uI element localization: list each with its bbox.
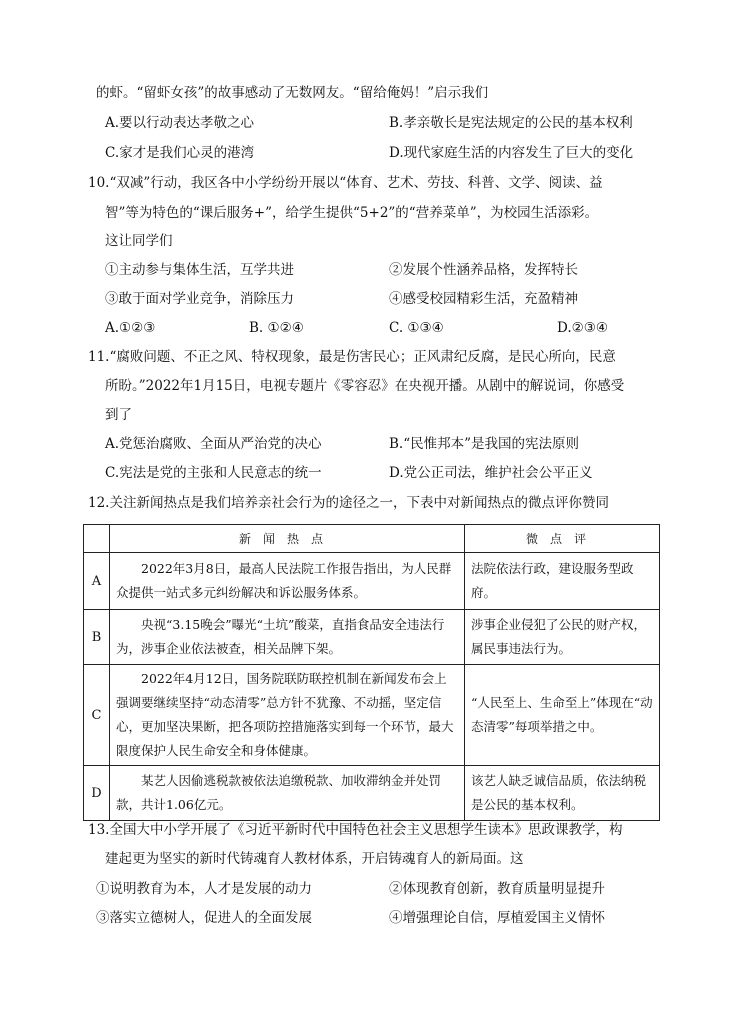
q10-item-1: ①主动参与集体生活，互学共进 <box>105 262 294 278</box>
q11-stem-line1: 11.“腐败问题、不正之风、特权现象，最是伤害民心；正风肃纪反腐，是民心所向，民意 <box>88 349 616 365</box>
q13-stem-line2: 建起更为坚实的新时代铸魂育人教材体系，开启铸魂育人的新局面。这 <box>105 851 524 867</box>
q13-item-4: ④增强理论自信，厚植爱国主义情怀 <box>389 910 605 926</box>
q11-option-c[interactable]: C.宪法是党的主张和人民意志的统一 <box>105 465 322 481</box>
q13-stem-line1: 13.全国大中小学开展了《习近平新时代中国特色社会主义思想学生读本》思政课教学，构 <box>88 822 623 838</box>
q13-item-1: ①说明教育为本，人才是发展的动力 <box>96 881 312 897</box>
q9-stem-continuation: 的虾。“留虾女孩”的故事感动了无数网友。“留给俺妈！”启示我们 <box>96 85 489 101</box>
row-news: 某艺人因偷逃税款被依法追缴税款、加收滞纳金并处罚款，共计1.06亿元。 <box>110 766 465 821</box>
q11-option-b[interactable]: B.“民惟邦本”是我国的宪法原则 <box>389 436 580 452</box>
q10-stem-line1: 10.“双减”行动，我区各中小学纷纷开展以“体育、艺术、劳技、科普、文学、阅读、益 <box>88 175 603 191</box>
q11-stem-line3: 到了 <box>105 407 132 423</box>
q10-item-2: ②发展个性涵养品格，发挥特长 <box>389 262 578 278</box>
q10-item-4: ④感受校园精彩生活，充盈精神 <box>389 291 578 307</box>
q13-item-2: ②体现教育创新，教育质量明显提升 <box>389 881 605 897</box>
table-row[interactable] <box>84 610 660 665</box>
q9-option-d[interactable]: D.现代家庭生活的内容发生了巨大的变化 <box>389 145 634 161</box>
table-row[interactable] <box>84 766 660 821</box>
news-comment-table <box>83 524 660 821</box>
q10-stem-line2: 智”等为特色的“课后服务+”，给学生提供“5+2”的“营养菜单”，为校园生活添彩。 <box>105 205 599 221</box>
q9-option-b[interactable]: B.孝亲敬长是宪法规定的公民的基本权利 <box>389 115 633 131</box>
table-row[interactable] <box>84 665 660 766</box>
table-header-news: 新闻热点 <box>110 525 465 553</box>
q10-option-b[interactable]: B. ①②④ <box>249 320 304 336</box>
row-label: A <box>84 553 110 610</box>
row-comment: 涉事企业侵犯了公民的财产权，属民事违法行为。 <box>465 610 660 665</box>
table-row[interactable] <box>84 553 660 610</box>
q10-item-3: ③敢于面对学业竞争，消除压力 <box>105 291 294 307</box>
table-header-comment: 微点评 <box>465 525 660 553</box>
row-news: 2022年3月8日，最高人民法院工作报告指出，为人民群众提供一站式多元纠纷解决和诉讼服务体系。 <box>110 553 465 610</box>
row-comment: “人民至上、生命至上”体现在“动态清零”每项举措之中。 <box>465 665 660 766</box>
table-header-blank <box>84 525 110 553</box>
q12-stem: 12.关注新闻热点是我们培养亲社会行为的途径之一，下表中对新闻热点的微点评你赞同 <box>88 495 609 511</box>
q11-option-a[interactable]: A.党惩治腐败、全面从严治党的决心 <box>105 436 322 452</box>
row-comment: 法院依法行政，建设服务型政府。 <box>465 553 660 610</box>
q9-option-c[interactable]: C.家才是我们心灵的港湾 <box>105 145 255 161</box>
row-label: B <box>84 610 110 665</box>
row-comment: 该艺人缺乏诚信品质，依法纳税是公民的基本权利。 <box>465 766 660 821</box>
row-news: 央视“3.15晚会”曝光“土坑”酸菜，直指食品安全违法行为，涉事企业依法被查，相关品牌下架。 <box>110 610 465 665</box>
q11-stem-line2: 所盼。”2022年1月15日，电视专题片《零容忍》在央视开播。从剧中的解说词，你感受 <box>105 378 625 394</box>
q13-item-3: ③落实立德树人，促进人的全面发展 <box>96 910 312 926</box>
table-header-row <box>84 525 660 553</box>
q10-option-a[interactable]: A.①②③ <box>105 320 156 336</box>
q10-option-d[interactable]: D.②③④ <box>557 320 608 336</box>
q11-option-d[interactable]: D.党公正司法，维护社会公平正义 <box>389 465 593 481</box>
q9-option-a[interactable]: A.要以行动表达孝敬之心 <box>105 115 255 131</box>
row-label: D <box>84 766 110 821</box>
q10-option-c[interactable]: C. ①③④ <box>389 320 444 336</box>
row-label: C <box>84 665 110 766</box>
row-news: 2022年4月12日，国务院联防联控机制在新闻发布会上强调要继续坚持“动态清零”总方针不犹豫、不动摇，坚定信心，更加坚决果断，把各项防控措施落实到每一个环节，最大限度保护人民生命安全和身体健康。 <box>110 665 465 766</box>
q10-stem-line3: 这让同学们 <box>105 233 173 249</box>
